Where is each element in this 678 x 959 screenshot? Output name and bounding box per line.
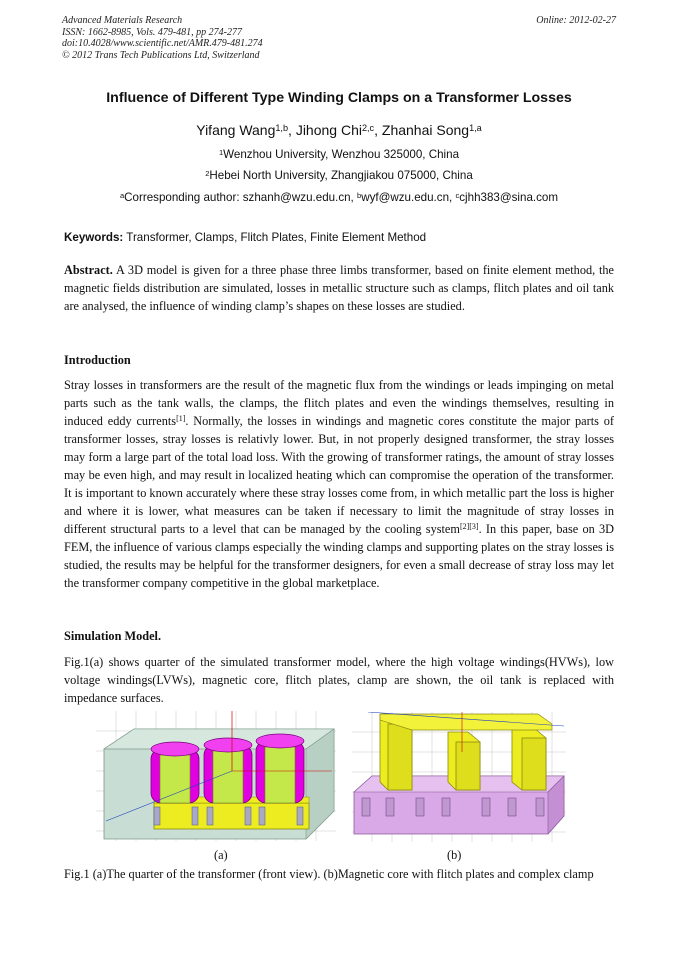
corresponding-prefix: Corresponding author: szhanh@wzu.edu.cn, (124, 191, 358, 204)
issn-line: ISSN: 1662-8985, Vols. 479-481, pp 274-277 (62, 26, 242, 38)
corresponding-author (20, 191, 658, 204)
online-date: Online: 2012-02-27 (536, 15, 616, 26)
doi-line: doi:10.4028/www.scientific.net/AMR.479-481.274 (62, 38, 263, 49)
keywords-label: Keywords: (64, 231, 124, 244)
affiliation-1 (20, 148, 658, 161)
citation-ref: [2][3] (459, 522, 479, 532)
figure-a-label: (a) (214, 848, 228, 862)
simulation-heading: Simulation Model. (64, 629, 162, 643)
author-separator: , (374, 122, 382, 138)
journal-header (62, 15, 616, 61)
figure-caption: Fig.1 (a)The quarter of the transformer (front view). (b)Magnetic core with flitch plates and complex clamp (64, 867, 594, 881)
affiliation-2 (20, 169, 658, 182)
intro-text-1: Stray losses in transformers are the result of the magnetic flux from the windings or leads impinging on metal parts such as the tank walls, the clamps, the flitch plates and even the windings themselves, resulting in induced eddy currents (64, 378, 614, 428)
abstract-label: Abstract. (64, 263, 113, 277)
affiliation-text: Wenzhou University, Wenzhou 325000, China (223, 148, 460, 161)
citation-ref: [1] (176, 414, 186, 424)
intro-text-2: . Normally, the losses in windings and magnetic cores constitute the major parts of transformer losses, stray losses is relativly lower. But, in not properly designed transformer, the stray losses may form a large part of the total load loss. With the growing of transformer ratings, the amount of stray losses may be even high, and may result in localized heating which can compromise the operation of the transformer. It is important to known accurately where these stray losses come from, in which metallic part the loss is higher and where it is lower, what measures can be taken if necessary to limit the magnitude of stray losses in different structural parts to a level that can be managed by the cooling system (64, 414, 614, 536)
paper-title: Influence of Different Type Winding Clamps on a Transformer Losses (106, 90, 572, 106)
keywords-line (64, 231, 624, 244)
abstract-paragraph (64, 261, 614, 315)
figure-b-label: (b) (447, 848, 462, 862)
email-c: cjhh383@sina.com (459, 191, 559, 204)
author-name: Zhanhai Song (381, 122, 470, 138)
figure-b-core-flitch-clamp (352, 712, 566, 842)
author-list (20, 122, 658, 138)
affiliation-superscript: 2 (205, 168, 210, 178)
author-superscript: 2,c (361, 122, 375, 133)
intro-text-3: . In this paper, base on 3D FEM, the influence of various clamps especially the winding clamps and supporting plates on the stray losses is studied, the results may be helpful for the transformer designers, for even a small decrease of stray loss may let the transformer company competitive in the global marketplace. (64, 522, 614, 590)
introduction-heading: Introduction (64, 353, 131, 367)
abstract-text: A 3D model is given for a three phase three limbs transformer, based on finite element method, the magnetic fields distribution are simulated, losses in metallic structure such as clamps, flitch plates and oil tank are analysed, the influence of winding clamp’s shapes on these losses are studied. (64, 263, 614, 313)
journal-name: Advanced Materials Research (62, 15, 183, 26)
author-name: Jihong Chi (295, 122, 362, 138)
author-superscript: 1,b (275, 122, 289, 133)
author-superscript: 1,a (469, 122, 482, 133)
email-superscript: c (455, 190, 460, 200)
author-name: Yifang Wang (196, 122, 276, 138)
copyright-line: © 2012 Trans Tech Publications Ltd, Switzerland (62, 49, 260, 61)
introduction-paragraph (64, 376, 614, 592)
email-b: wyf@wzu.edu.cn, (361, 191, 456, 204)
affiliation-text: Hebei North University, Zhangjiakou 075000, China (209, 169, 473, 182)
simulation-paragraph: Fig.1(a) shows quarter of the simulated transformer model, where the high voltage windings(HVWs), low voltage windings(LVWs), magnetic core, flitch plates, clamp are shown, the oil tank is replaced with impedance surfaces. (64, 655, 614, 705)
figure-a-transformer-quarter (96, 711, 336, 841)
affiliation-superscript: 1 (218, 147, 224, 157)
email-superscript: a (119, 190, 125, 200)
author-separator: , (288, 122, 296, 138)
keywords-text: Transformer, Clamps, Flitch Plates, Finite Element Method (123, 231, 427, 244)
email-superscript: b (357, 190, 362, 200)
